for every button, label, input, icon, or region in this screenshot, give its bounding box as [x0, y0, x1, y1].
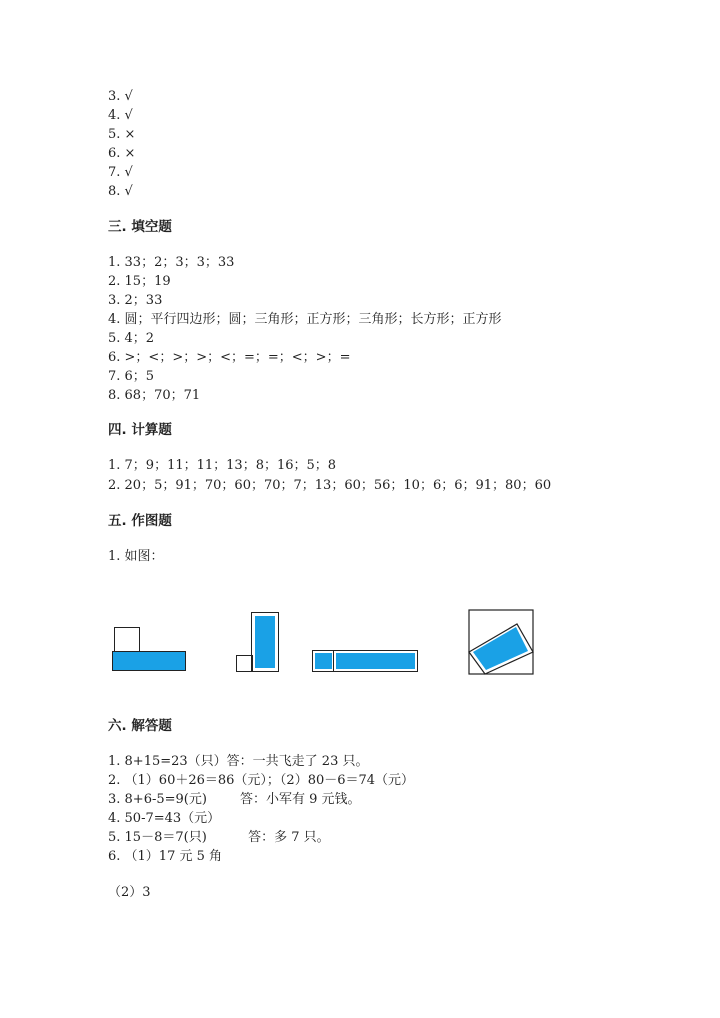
answer-line: 5. 15－8＝7(只) 答：多 7 只。 [108, 830, 330, 845]
divider-line [333, 650, 334, 672]
answer-line: 6. × [108, 146, 136, 161]
blue-rectangle [336, 653, 415, 669]
answer-line: 1. 8+15=23（只）答：一共飞走了 23 只。 [108, 754, 369, 769]
answer-line: 2. （1）60＋26＝86（元）；（2）80－6＝74（元） [108, 773, 415, 788]
answer-line: 7. 6；5 [108, 369, 155, 384]
blue-rectangle [255, 616, 275, 668]
square-shape [114, 627, 140, 652]
answer-line: 5. × [108, 127, 136, 142]
answer-line: 2. 15；19 [108, 274, 171, 289]
answer-line: （2）3 [108, 885, 151, 900]
drawing-figure-1 [110, 625, 188, 673]
drawing-figure-2 [232, 610, 282, 674]
answer-line: 7. √ [108, 165, 133, 180]
answer-line: 6. （1）17 元 5 角 [108, 849, 223, 864]
answer-line: 4. 50-7=43（元） [108, 811, 221, 826]
section-heading-calculation: 四. 计算题 [108, 422, 172, 438]
drawing-figure-3 [310, 648, 422, 674]
answer-line: 4. √ [108, 108, 133, 123]
section-heading-answers: 六. 解答题 [108, 718, 172, 734]
answer-line: 1. 33；2；3；3；33 [108, 255, 235, 270]
answer-line: 4. 圆；平行四边形；圆；三角形；正方形；三角形；长方形；正方形 [108, 312, 502, 327]
answer-line: 3. 8+6-5=9(元) 答：小军有 9 元钱。 [108, 792, 361, 807]
answer-line: 8. √ [108, 184, 133, 199]
drawing-figure-4 [466, 608, 536, 676]
blue-rectangle [112, 651, 186, 671]
answer-line: 5. 4；2 [108, 331, 155, 346]
answer-line: 1. 如图： [108, 549, 164, 564]
answer-line: 3. √ [108, 89, 133, 104]
section-heading-fill-blank: 三. 填空题 [108, 219, 172, 235]
rotated-rectangle-in-square [466, 608, 536, 676]
section-heading-drawing: 五. 作图题 [108, 513, 172, 529]
blue-square [315, 653, 332, 669]
answer-line: 1. 7；9；11；11；13；8；16；5；8 [108, 458, 337, 473]
answer-line: 8. 68；70；71 [108, 388, 201, 403]
answer-line: 6. >；<；>；>；<；=；=；<；>；= [108, 350, 351, 365]
answer-line: 3. 2；33 [108, 293, 163, 308]
answer-line: 2. 20；5；91；70；60；70；7；13；60；56；10；6；6；91；80；60 [108, 478, 552, 493]
